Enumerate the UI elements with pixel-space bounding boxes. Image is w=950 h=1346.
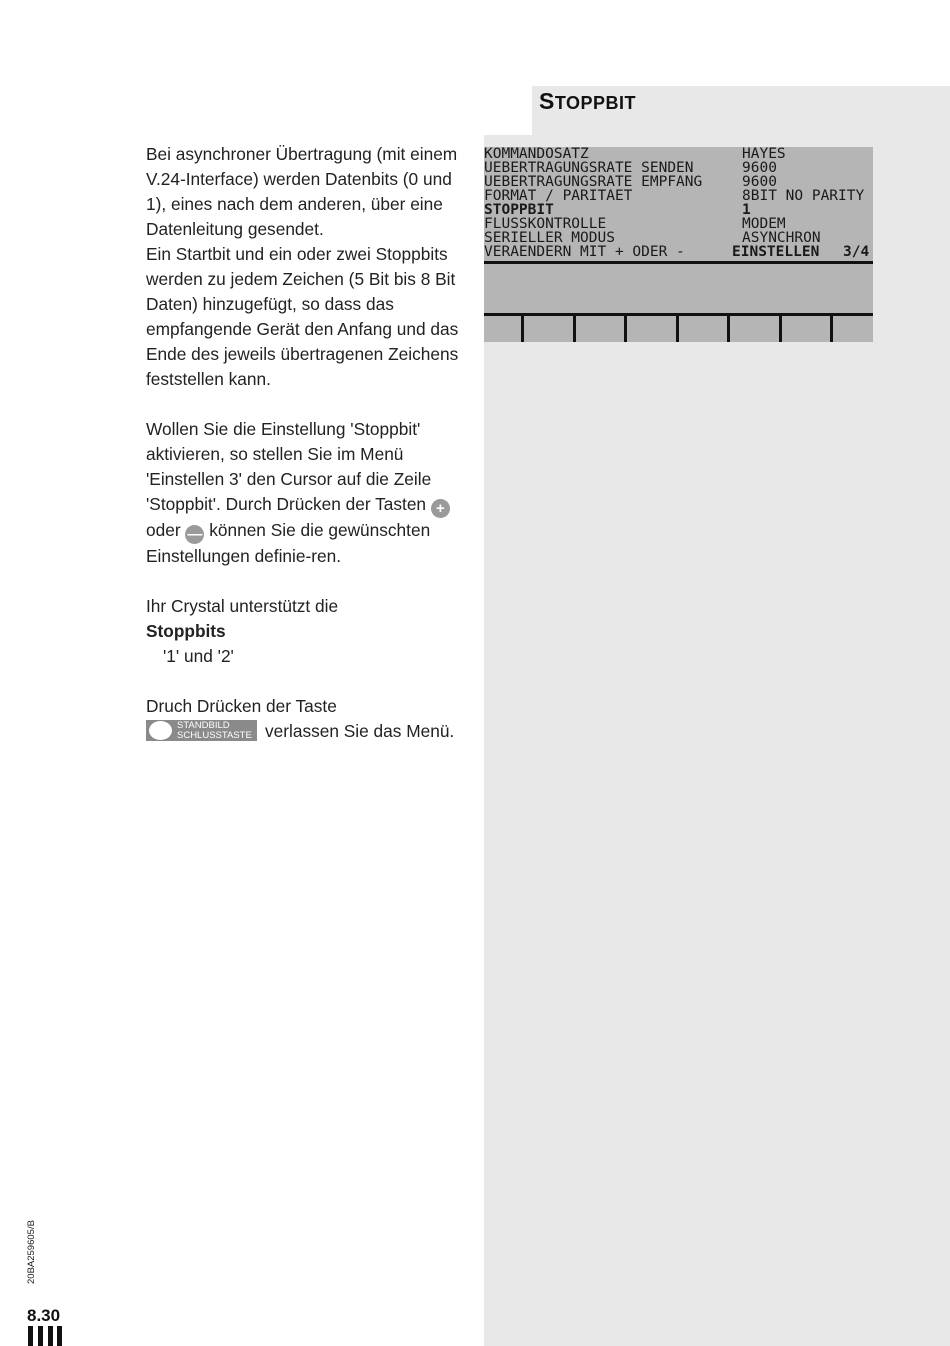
lcd-page-indicator: 3/4 [843,244,870,260]
lcd-row: KOMMANDOSATZ HAYES [484,146,786,162]
lcd-row: FLUSSKONTROLLE MODEM [484,216,786,232]
softkey-separator [624,316,627,342]
body-text [146,142,466,744]
paragraph: STANDBILD SCHLUSSTASTE verlassen Sie das Menü. [146,719,466,744]
softkey-separator [573,316,576,342]
lcd-row-selected: STOPPBIT 1 [484,202,751,218]
plus-key-icon: + [431,499,450,518]
softkey-separator [521,316,524,342]
lcd-row: UEBERTRAGUNGSRATE SENDEN 9600 [484,160,777,176]
lcd-screen [484,147,873,342]
softkey-separator [727,316,730,342]
lcd-row: UEBERTRAGUNGSRATE EMPFANG 9600 [484,174,777,190]
paragraph: Ein Startbit und ein oder zwei Stoppbits werden zu jedem Zeichen (5 Bit bis 8 Bit Daten) hinzugefügt, so dass das empfangende Gerät den Anfang und das Ende des jeweils übertragenen Zeichens feststellen kann. [146,244,459,389]
lcd-footer-row: VERAENDERN MIT + ODER - EINSTELLEN 3/4 [484,244,870,260]
softkey-separator [830,316,833,342]
paragraph: Wollen Sie die Einstellung 'Stoppbit' aktivieren, so stellen Sie im Menü 'Einstellen 3' den Cursor auf die Zeile 'Stoppbit'. Durch Drücken der Tasten + oder — können Sie die gewünschten Einstellungen definie-ren. [146,417,466,569]
paragraph: Druch Drücken der Taste [146,696,337,716]
paragraph-bold: Stoppbits [146,621,226,641]
page-number: 8.30 [27,1306,61,1325]
lcd-row: SERIELLER MODUS ASYNCHRON [484,230,821,246]
paragraph: Ihr Crystal unterstützt die [146,596,339,616]
paragraph: Bei asynchroner Übertragung (mit einem V.24-Interface) werden Datenbits (0 und 1), eines nach dem anderen, über eine Datenleitung gesendet. [146,144,458,239]
minus-key-icon: — [187,526,203,543]
lcd-menu [484,147,873,259]
section-title: STOPPBIT [539,88,637,114]
standbild-key-icon: STANDBILD SCHLUSSTASTE [146,720,257,741]
softkey-separator [676,316,679,342]
lcd-row: FORMAT / PARITAET 8BIT NO PARITY [484,188,865,204]
lcd-divider [484,261,873,264]
lcd-menu-name: EINSTELLEN [732,244,820,260]
paragraph: '1' und '2' [163,646,234,666]
document-code: 20BA259605/B [26,1220,37,1284]
softkey-separator [779,316,782,342]
